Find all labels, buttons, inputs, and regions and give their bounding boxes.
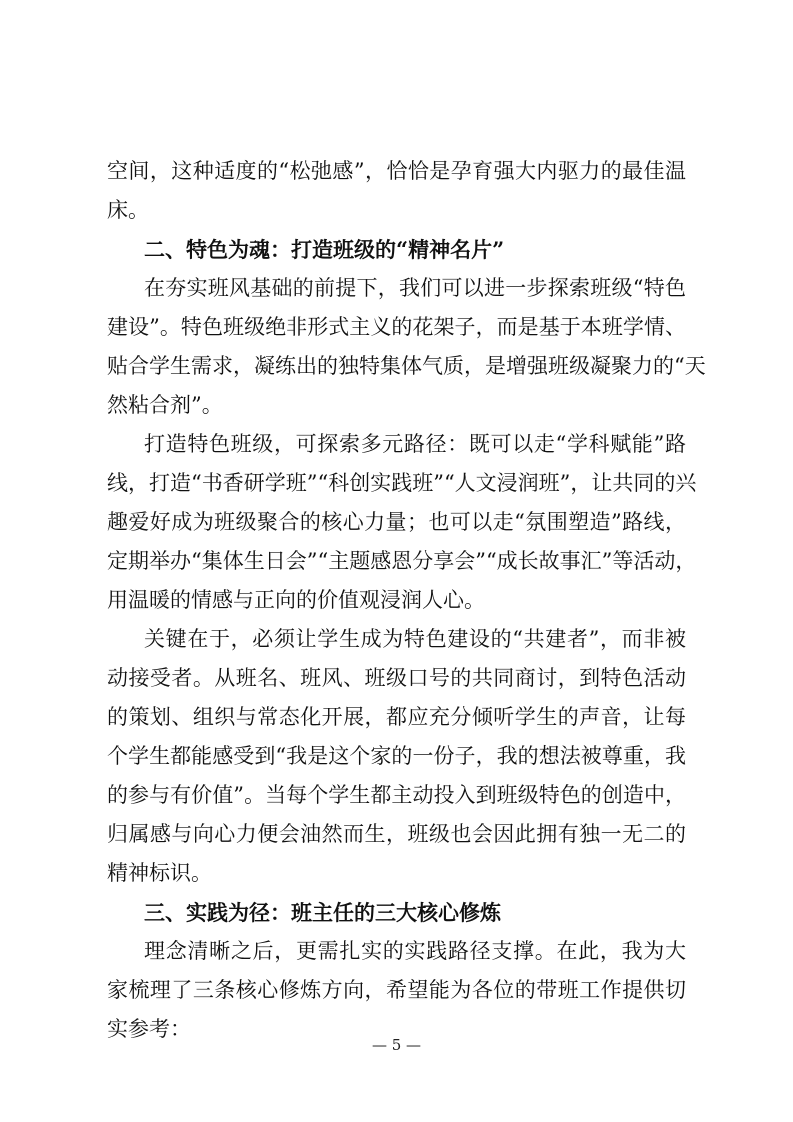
text-line: 三、实践为径：班主任的三大核心修炼 — [144, 900, 501, 925]
section-heading — [107, 230, 686, 269]
text-line: 空间，这种适度的“松弛感”，恰恰是孕育强大内驱力的最佳温 — [107, 159, 686, 183]
text-line: 家梳理了三条核心修炼方向，希望能为各位的带班工作提供切 — [107, 978, 686, 1002]
page-number: — 5 — — [371, 1036, 422, 1054]
text-line: 建设”。特色班级绝非形式主义的花架子，而是基于本班学情、 — [107, 315, 686, 339]
text-line: 精神标识。 — [107, 861, 212, 885]
text-line: 的策划、组织与常态化开展，都应充分倾听学生的声音，让每 — [107, 705, 686, 729]
paragraph — [107, 269, 706, 425]
text-line: 打造特色班级，可探索多元路径：既可以走“学科赋能”路 — [144, 432, 686, 456]
text-line: 在夯实班风基础的前提下，我们可以进一步探索班级“特色 — [144, 276, 686, 300]
text-line: 然粘合剂”。 — [107, 393, 223, 417]
text-line: 理念清晰之后，更需扎实的实践路径支撑。在此，我为大 — [144, 939, 686, 963]
text-line: 归属感与向心力便会油然而生，班级也会因此拥有独一无二的 — [107, 822, 686, 846]
paragraph — [107, 152, 686, 230]
section-heading — [107, 893, 686, 932]
text-line: 定期举办“集体生日会”“主题感恩分享会”“成长故事汇”等活动， — [107, 549, 697, 573]
text-line: 用温暖的情感与正向的价值观浸润人心。 — [107, 588, 485, 612]
text-line: 线，打造“书香研学班”“科创实践班”“人文浸润班”，让共同的兴 — [107, 471, 697, 495]
text-line: 实参考： — [107, 1017, 191, 1041]
paragraph — [107, 620, 686, 893]
text-line: 个学生都能感受到“我是这个家的一份子，我的想法被尊重，我 — [107, 744, 686, 768]
text-line: 的参与有价值”。当每个学生都主动投入到班级特色的创造中， — [107, 783, 686, 807]
text-line: 二、特色为魂：打造班级的“精神名片” — [144, 237, 505, 262]
text-line: 关键在于，必须让学生成为特色建设的“共建者”，而非被 — [144, 627, 686, 651]
text-line: 趣爱好成为班级聚合的核心力量；也可以走“氛围塑造”路线， — [107, 510, 686, 534]
document-body — [107, 152, 706, 1049]
text-line: 贴合学生需求，凝练出的独特集体气质，是增强班级凝聚力的“天 — [107, 354, 706, 378]
text-line: 动接受者。从班名、班风、班级口号的共同商讨，到特色活动 — [107, 666, 686, 690]
text-line: 床。 — [107, 198, 149, 222]
paragraph — [107, 932, 686, 1049]
paragraph — [107, 425, 697, 620]
